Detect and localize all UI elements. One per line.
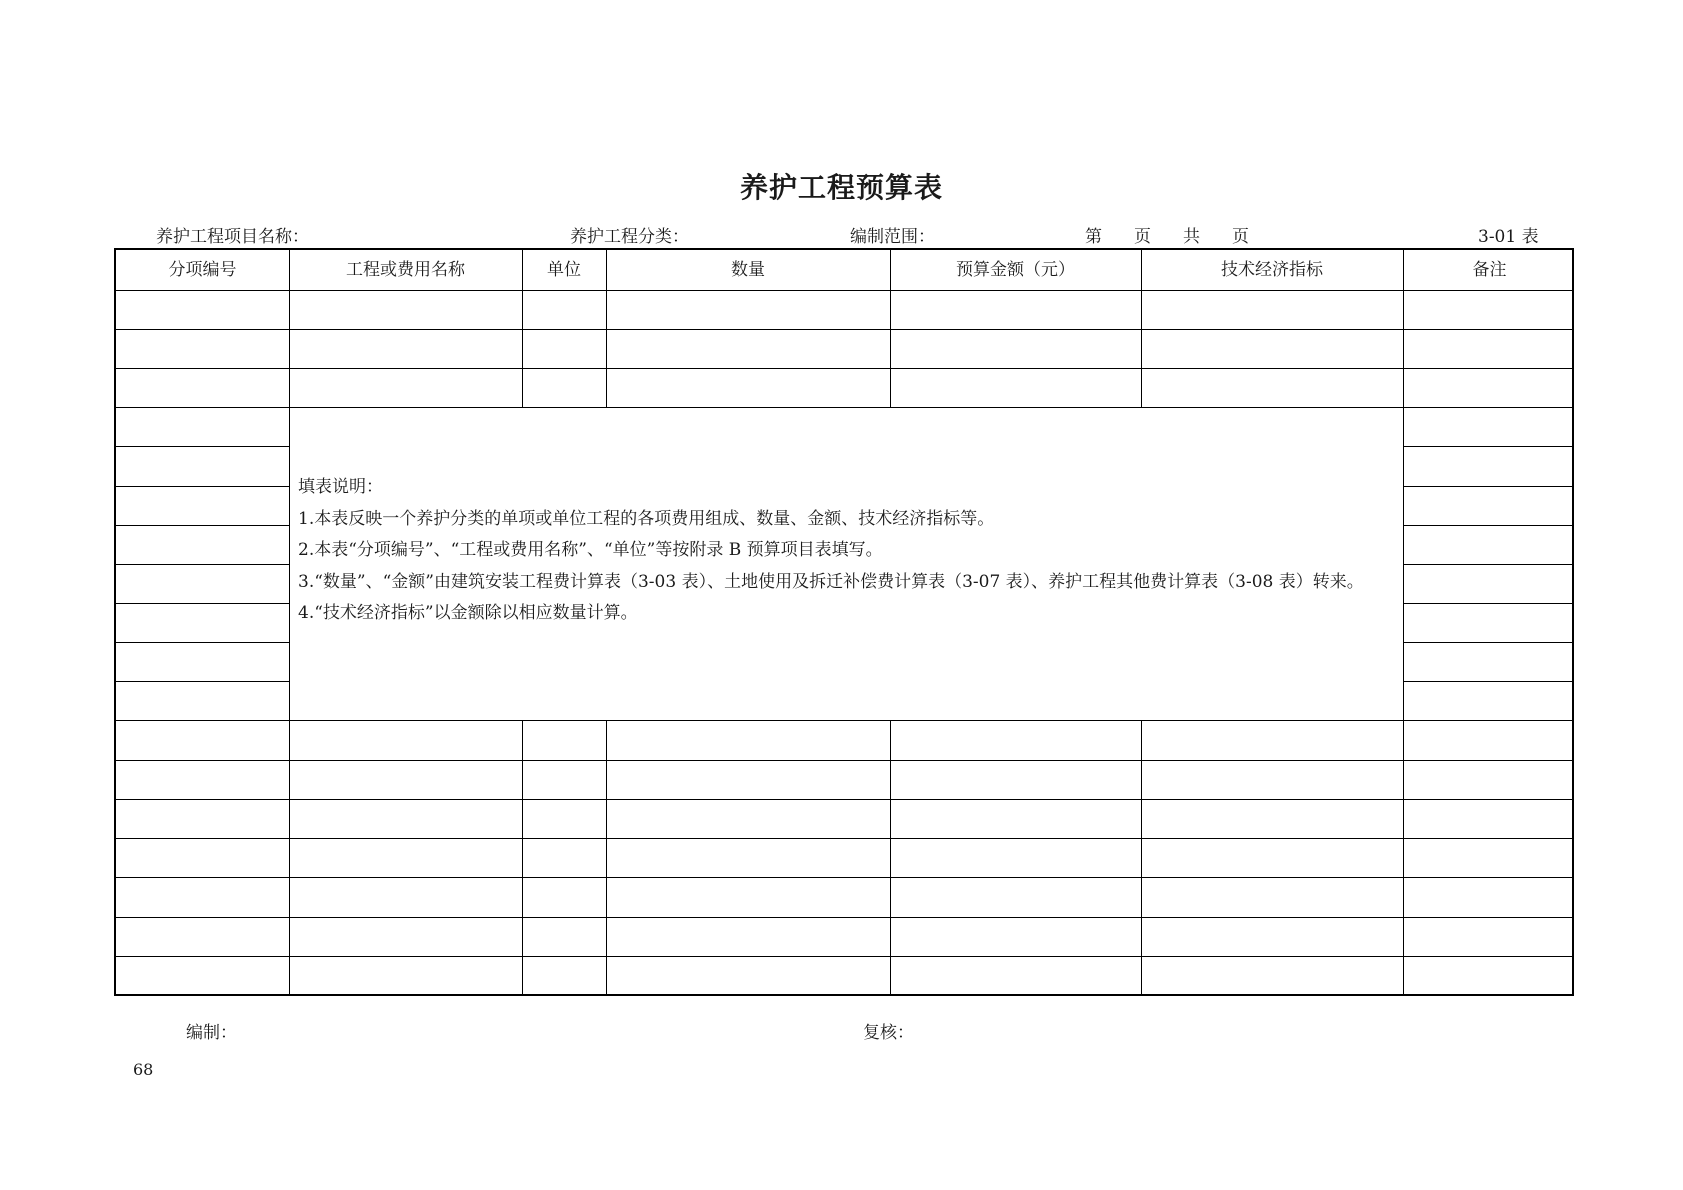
column-divider [890, 250, 891, 407]
row-divider [116, 603, 289, 604]
filling-instructions [298, 472, 1368, 630]
row-divider [116, 525, 289, 526]
row-divider [116, 956, 1572, 957]
row-divider [116, 368, 1572, 369]
column-divider [1403, 250, 1404, 994]
header-unit: 单位 [547, 260, 581, 280]
header-item-name: 工程或费用名称 [346, 260, 465, 280]
scope-label: 编制范围： [850, 227, 935, 247]
header-tech-index: 技术经济指标 [1221, 260, 1323, 280]
header-remarks: 备注 [1472, 260, 1507, 280]
total-unit: 页 [1232, 227, 1251, 247]
row-divider [1403, 446, 1572, 447]
row-divider [116, 407, 1572, 408]
category-label: 养护工程分类： [570, 227, 689, 247]
row-divider [1403, 603, 1572, 604]
page-label: 第 [1085, 227, 1104, 247]
reviewed-by-label: 复核： [863, 1023, 914, 1043]
row-divider [116, 917, 1572, 918]
row-divider [1403, 564, 1572, 565]
column-divider [606, 250, 607, 407]
row-divider [116, 290, 1572, 291]
row-divider [116, 760, 1572, 761]
form-code: 3-01 表 [1478, 227, 1539, 247]
row-divider [1403, 681, 1572, 682]
budget-table [114, 248, 1574, 996]
column-divider [1141, 720, 1142, 994]
row-divider [116, 446, 289, 447]
row-divider [116, 329, 1572, 330]
row-divider [116, 720, 1572, 721]
row-divider [116, 681, 289, 682]
column-divider [522, 720, 523, 994]
row-divider [1403, 642, 1572, 643]
row-divider [1403, 486, 1572, 487]
total-label: 共 [1183, 227, 1202, 247]
row-divider [116, 486, 289, 487]
header-item-code: 分项编号 [168, 260, 237, 280]
instructions-heading: 填表说明： [298, 477, 383, 497]
row-divider [116, 877, 1572, 878]
column-divider [289, 250, 290, 994]
instruction-item: 2.本表“分项编号”、“工程或费用名称”、“单位”等按附录 B 预算项目表填写。 [298, 540, 883, 560]
form-title: 养护工程预算表 [739, 171, 943, 204]
row-divider [1403, 525, 1572, 526]
column-divider [1141, 250, 1142, 407]
row-divider [116, 838, 1572, 839]
row-divider [116, 642, 289, 643]
instruction-item: 3.“数量”、“金额”由建筑安装工程费计算表（3-03 表）、土地使用及拆迁补偿费计算表（3-07 表）、养护工程其他费计算表（3-08 表）转来。 [298, 571, 1364, 592]
header-budget-amount: 预算金额（元） [956, 260, 1075, 280]
page-number: 68 [133, 1060, 154, 1079]
row-divider [116, 564, 289, 565]
column-divider [606, 720, 607, 994]
page-unit: 页 [1134, 227, 1153, 247]
row-divider [116, 799, 1572, 800]
instruction-item: 1.本表反映一个养护分类的单项或单位工程的各项费用组成、数量、金额、技术经济指标等。 [298, 508, 995, 529]
instruction-item: 4.“技术经济指标”以金额除以相应数量计算。 [298, 603, 638, 623]
header-quantity: 数量 [731, 260, 765, 280]
project-name-label: 养护工程项目名称： [156, 227, 309, 247]
column-divider [890, 720, 891, 994]
page-indicator [1085, 222, 1251, 247]
prepared-by-label: 编制： [186, 1023, 237, 1043]
column-divider [522, 250, 523, 407]
